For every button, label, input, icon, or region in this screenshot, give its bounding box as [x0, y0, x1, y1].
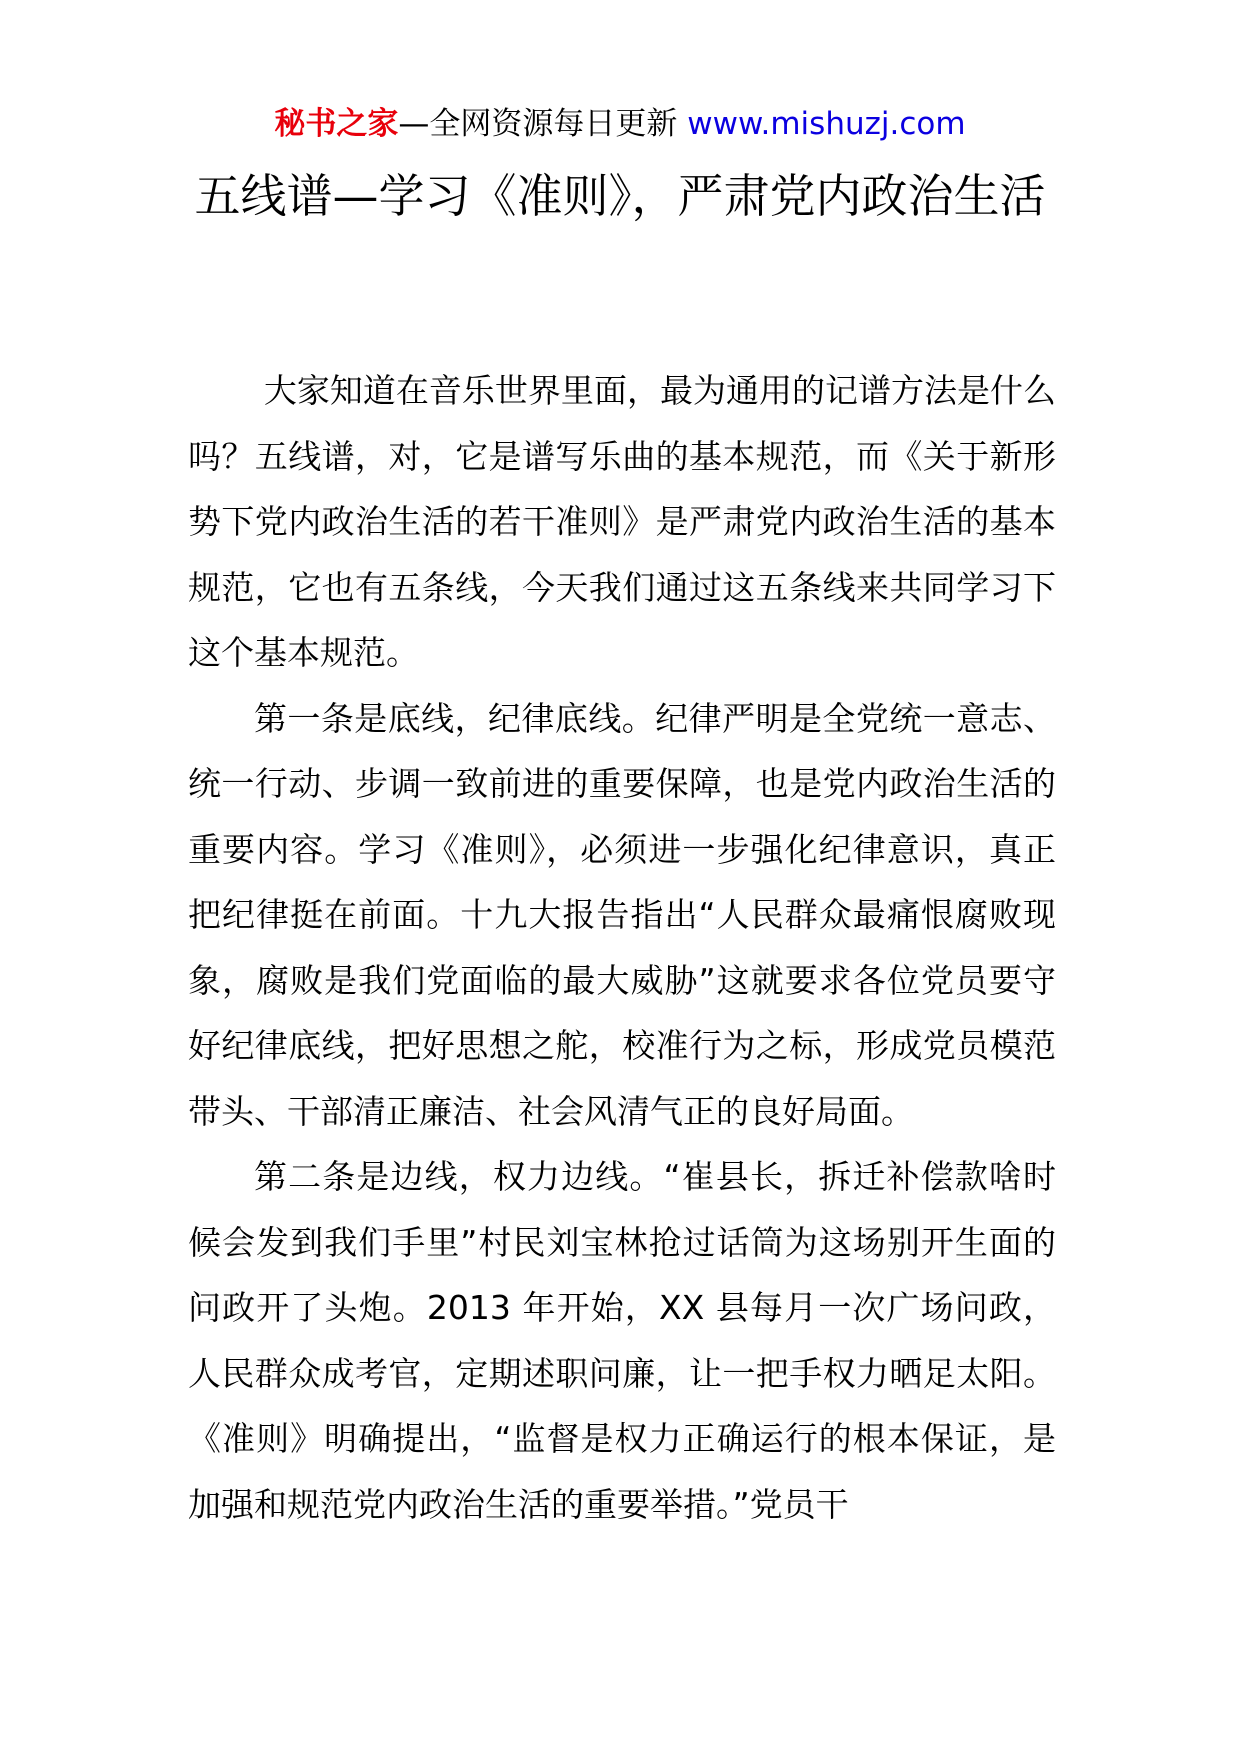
paragraph-intro: 大家知道在音乐世界里面，最为通用的记谱方法是什么吗？五线谱，对，它是谱写乐曲的基本规范，而《关于新形势下党内政治生活的若干准则》是严肃党内政治生活的基本规范，它也有五条线，今天我们通过这五条线来共同学习下这个基本规范。	[188, 371, 1056, 672]
brand-name: 秘书之家	[274, 106, 399, 142]
header-tagline: —全网资源每日更新	[398, 106, 678, 142]
paragraph-bottom-line: 第一条是底线，纪律底线。纪律严明是全党统一意志、统一行动、步调一致前进的重要保障，也是党内政治生活的重要内容。学习《准则》，必须进一步强化纪律意识，真正把纪律挺在前面。十九大报告指出“人民群众最痛恨腐败现象，腐败是我们党面临的最大威胁”这就要求各位党员要守好纪律底线，把好思想之舵，校准行为之标，形成党员模范带头、干部清正廉洁、社会风清气正的良好局面。	[188, 698, 1056, 1131]
document-title: 五线谱—学习《准则》，严肃党内政治生活	[194, 169, 1046, 223]
document-body	[188, 358, 1056, 1537]
paragraph-edge-line: 第二条是边线，权力边线。“崔县长，拆迁补偿款啥时候会发到我们手里”村民刘宝林抢过话筒为这场别开生面的问政开了头炮。2013 年开始，XX 县每月一次广场问政，人民群众成考官，定期述职问廉，让一把手权力晒足太阳。《准则》明确提出，“监督是权力正确运行的根本保证，是加强和规范党内政治生活的重要举措。”党员干	[188, 1157, 1056, 1524]
website-link[interactable]: www.mishuzj.com	[687, 106, 966, 142]
site-header	[0, 104, 1240, 144]
